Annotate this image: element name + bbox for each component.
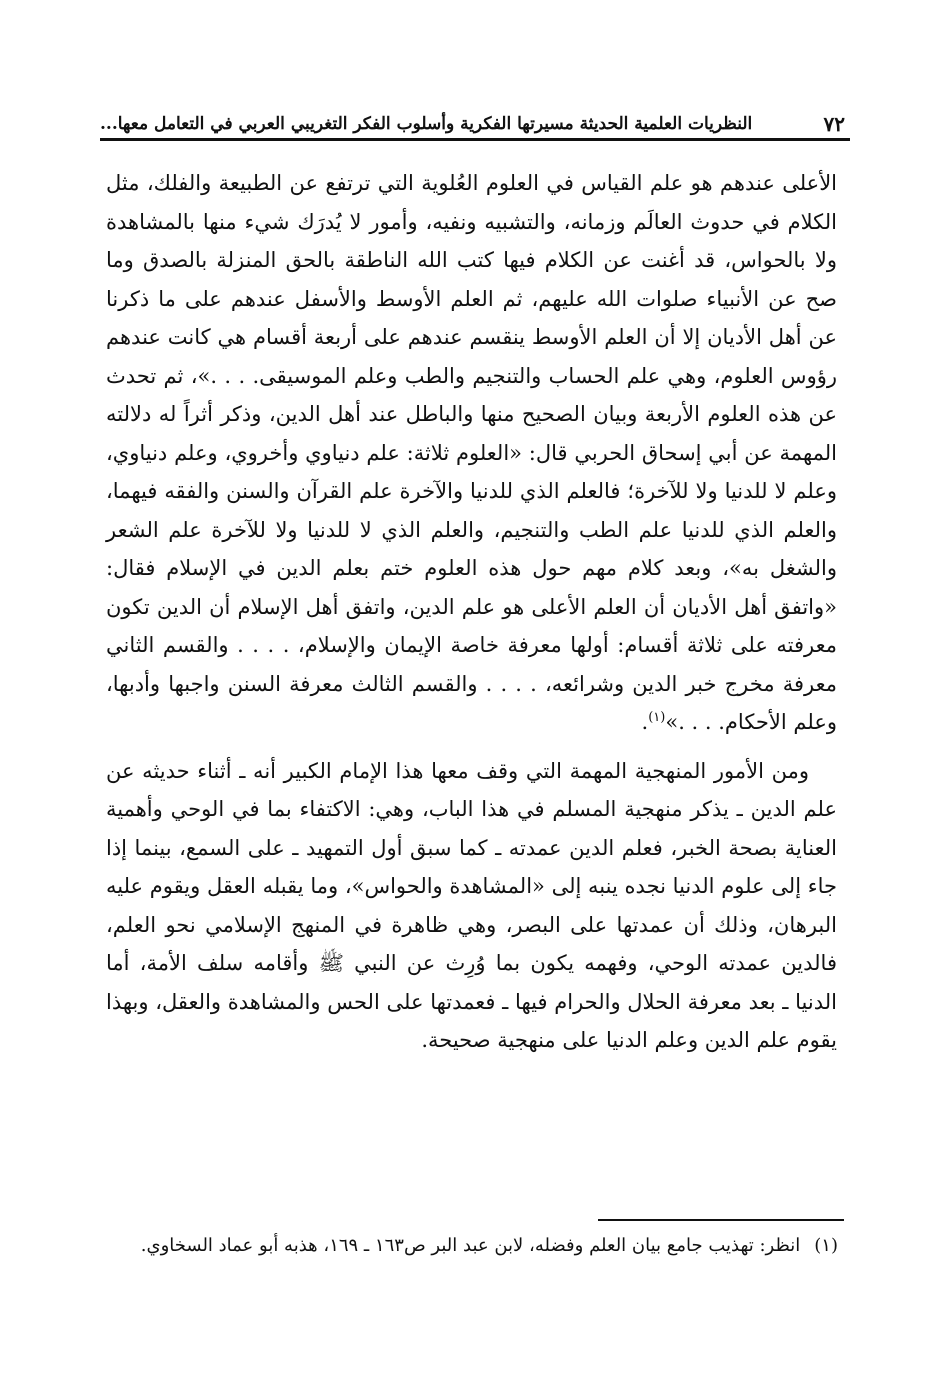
footnote bbox=[108, 1230, 838, 1262]
page-number: ٧٢ bbox=[823, 112, 845, 136]
footnote-text: انظر: تهذيب جامع بيان العلم وفضله، لابن عبد البر ص١٦٣ ـ ١٦٩، هذبه أبو عماد السخاوي. bbox=[140, 1235, 801, 1256]
paragraph-text: الأعلى عندهم هو علم القياس في العلوم العُلوية التي ترتفع عن الطبيعة والفلك، مثل الكلام في حدوث العالَم وزمانه، والتشبيه ونفيه، وأمور لا يُدرَك شيء منها بالمشاهدة ولا بالحواس، قد أغنت عن الكلام فيها كتب الله الناطقة بالحق المنزلة بالصدق وما صح عن الأنبياء صلوات الله عليهم، ثم العلم الأوسط والأسفل عندهم على ما ذكرنا عن أهل الأديان إلا أن العلم الأوسط ينقسم عندهم على أربعة أقسام هي كانت عندهم رؤوس العلوم، وهي علم الحساب والتنجيم والطب وعلم الموسيقى. . . .»، ثم تحدث عن هذه العلوم الأربعة وبيان الصحيح منها والباطل عند أهل الدين، وذكر أثراً له دلالته المهمة عن أبي إسحاق الحربي قال: «العلوم ثلاثة: علم دنياوي وأخروي، وعلم دنياوي، وعلم لا للدنيا ولا للآخرة؛ فالعلم الذي للدنيا والآخرة علم القرآن والسنن والفقه فيهما، والعلم الذي للدنيا علم الطب والتنجيم، والعلم الذي لا للدنيا ولا للآخرة علم الشعر والشغل به»، وبعد كلام مهم حول هذه العلوم ختم بعلم الدين في الإسلام فقال: «واتفق أهل الأديان أن العلم الأعلى هو علم الدين، واتفق أهل الإسلام أن الدين تكون معرفته على ثلاثة أقسام: أولها معرفة خاصة الإيمان والإسلام، . . . . والقسم الثاني معرفة مخرج خبر الدين وشرائعه، . . . . والقسم الثالث معرفة السنن واجبها وأدبها، وعلم الأحكام. . . .» bbox=[106, 171, 838, 734]
running-title: النظريات العلمية الحديثة مسيرتها الفكرية وأسلوب الفكر التغريبي العربي في التعامل معها... bbox=[100, 114, 753, 134]
footnote-mark: (١) bbox=[814, 1235, 838, 1256]
main-text bbox=[106, 164, 837, 1060]
footnote-reference[interactable]: (١) bbox=[648, 710, 666, 725]
paragraph-end: . bbox=[641, 710, 649, 734]
footnotes bbox=[108, 1230, 838, 1262]
header-rule bbox=[100, 138, 850, 141]
running-head bbox=[100, 96, 845, 136]
paragraph: ومن الأمور المنهجية المهمة التي وقف معها هذا الإمام الكبير أنه ـ أثناء حديثه عن علم الدين ـ يذكر منهجية المسلم في هذا الباب، وهي: الاكتفاء بما في الوحي وأهمية العناية بصحة الخبر، فعلم الدين عمدته ـ كما سبق أول التمهيد ـ على السمع، بينما إذا جاء إلى علوم الدنيا نجده ينبه إلى «المشاهدة والحواس»، وما يقبله العقل ويقوم عليه البرهان، وذلك أن عمدتها على البصر، وهي ظاهرة في المنهج الإسلامي نحو العلم، فالدين عمدته الوحي، وفهمه يكون بما وُرِث عن النبي ﷺ وأقامه سلف الأمة، أما الدنيا ـ بعد معرفة الحلال والحرام فيها ـ فعمدتها على الحس والمشاهدة والعقل، وبهذا يقوم علم الدين وعلم الدنيا على منهجية صحيحة. bbox=[106, 758, 837, 1052]
paragraph bbox=[106, 164, 837, 742]
footnote-rule bbox=[598, 1219, 844, 1221]
